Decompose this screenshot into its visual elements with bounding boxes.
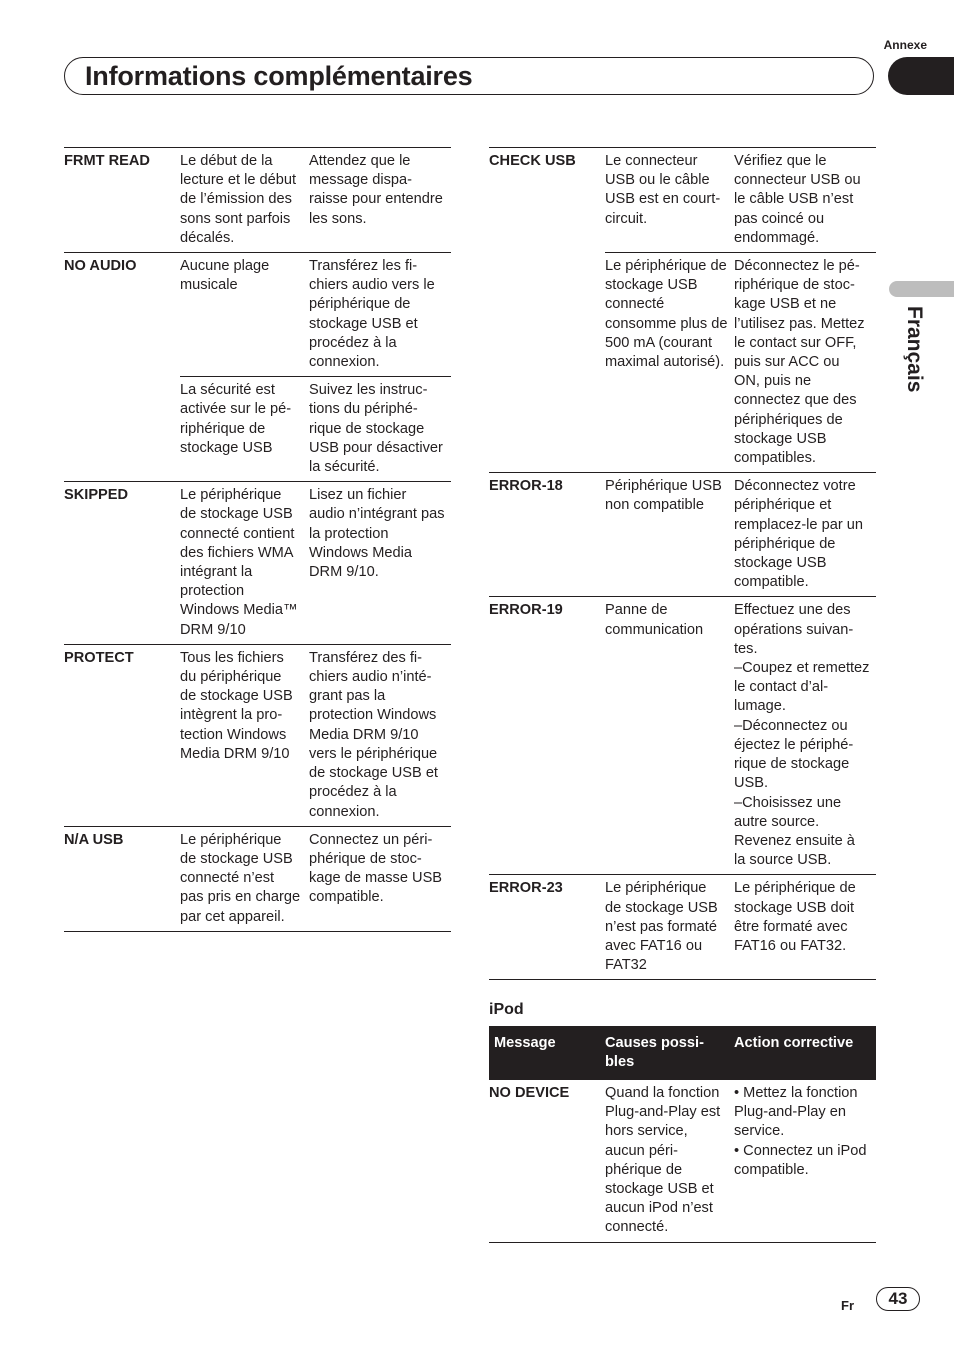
page-title: Informations complémentaires (85, 61, 473, 91)
cause-cell: Panne de communication (605, 597, 734, 875)
table-row (64, 482, 451, 645)
cause-cell: Le périphérique de stockage USB n’est pas formaté avec FAT16 ou FAT32 (605, 875, 734, 980)
language-tab-marker (889, 281, 954, 297)
language-label: Français (903, 306, 926, 393)
message-code: ERROR-23 (489, 875, 605, 980)
error-table-right (489, 147, 876, 980)
action-cell: Effectuez une des opérations suivantes. –Coupez et remettez le contact d’allumage. –Déconnectez ou éjectez le périphérique de stockage USB. –Choisissez une autre source. Revenez ensuite à la source USB. (734, 597, 876, 875)
ipod-section (489, 1001, 876, 1243)
action-cell: Transférez les fichiers audio vers le périphérique de stockage USB et procédez à la connexion. (309, 253, 451, 377)
message-code: NO DEVICE (489, 1085, 570, 1101)
table-row (489, 473, 876, 597)
action-cell: Lisez un fichier audio n’intégrant pas la protection Windows Media DRM 9/10. (309, 482, 451, 645)
action-cell: Connectez un périphérique de stockage de masse USB compatible. (309, 826, 451, 931)
action-cell: Attendez que le message disparaisse pour entendre les sons. (309, 153, 443, 227)
ipod-header-row (489, 1026, 876, 1080)
message-code: NO AUDIO (64, 253, 180, 482)
action-cell: Transférez des fichiers audio n’intégrant pas la protection Windows Media DRM 9/10 vers le périphérique de stockage USB et procédez à la connexion. (309, 644, 451, 826)
action-cell: Déconnectez le périphérique de stockage USB et ne l’utilisez pas. Mettez le contact sur OFF, puis sur ACC ou ON, puis ne connectez que des périphériques de stockage USB compatibles. (734, 253, 876, 473)
ipod-heading: iPod (489, 1001, 524, 1018)
action-cell: • Mettez la fonction Plug-and-Play en service. • Connectez un iPod compatible. (734, 1085, 867, 1178)
message-code: CHECK USB (489, 153, 576, 169)
message-code: ERROR-19 (489, 597, 605, 875)
cause-cell: Tous les fichiers du périphérique de stockage USB intègrent la protection Windows Media DRM 9/10 (180, 644, 309, 826)
left-column (64, 147, 451, 932)
cause-cell: Le début de la lecture et le début de l’émission des sons sont parfois décalés. (180, 153, 297, 246)
message-code: N/A USB (64, 826, 180, 931)
message-code: SKIPPED (64, 482, 180, 645)
table-row (489, 1080, 876, 1242)
cause-cell: Périphérique USB non compatible (605, 473, 734, 597)
action-cell: Suivez les instructions du périphérique de stockage USB pour désactiver la sécurité. (309, 377, 451, 482)
action-cell: Le périphérique de stockage USB doit être formaté avec FAT16 ou FAT32. (734, 875, 876, 980)
table-row (64, 826, 451, 931)
cause-cell: Le périphérique de stockage USB connecté n’est pas pris en charge par cet appareil. (180, 826, 309, 931)
header-causes: Causes possibles (605, 1026, 734, 1080)
section-tab-marker (888, 57, 954, 95)
message-code: FRMT READ (64, 153, 150, 169)
cause-cell: Aucune plage musicale (180, 253, 309, 377)
cause-cell: Quand la fonction Plug-and-Play est hors service, aucun périphérique de stockage USB et aucun iPod n’est connecté. (605, 1085, 721, 1236)
table-row (489, 597, 876, 875)
table-row (64, 148, 451, 253)
error-table-left (64, 147, 451, 932)
section-label: Annexe (883, 38, 927, 52)
message-code: ERROR-18 (489, 473, 605, 597)
cause-cell: Le périphérique de stockage USB connecté consomme plus de 500 mA (courant maximal autorisé). (605, 253, 734, 473)
table-row (64, 644, 451, 826)
action-cell: Déconnectez votre périphérique et remplacez-le par un périphérique de stockage USB compatible. (734, 473, 876, 597)
cause-cell: Le périphérique de stockage USB connecté contient des fichiers WMA intégrant la protection Windows Media™ DRM 9/10 (180, 482, 309, 645)
footer-lang-code: Fr (841, 1298, 854, 1313)
table-row (489, 148, 876, 253)
header-action: Action corrective (734, 1026, 876, 1080)
cause-cell: La sécurité est activée sur le périphérique de stockage USB (180, 377, 309, 482)
header-message: Message (489, 1026, 605, 1080)
cause-cell: Le connecteur USB ou le câble USB est en court-circuit. (605, 153, 721, 227)
action-cell: Vérifiez que le connecteur USB ou le câble USB n’est pas coincé ou endommagé. (734, 153, 861, 246)
page-title-bar (64, 57, 874, 95)
ipod-table (489, 1026, 876, 1243)
table-row (64, 253, 451, 377)
page-number: 43 (876, 1287, 920, 1311)
right-column (489, 147, 876, 980)
message-code: PROTECT (64, 644, 180, 826)
table-row (489, 875, 876, 980)
